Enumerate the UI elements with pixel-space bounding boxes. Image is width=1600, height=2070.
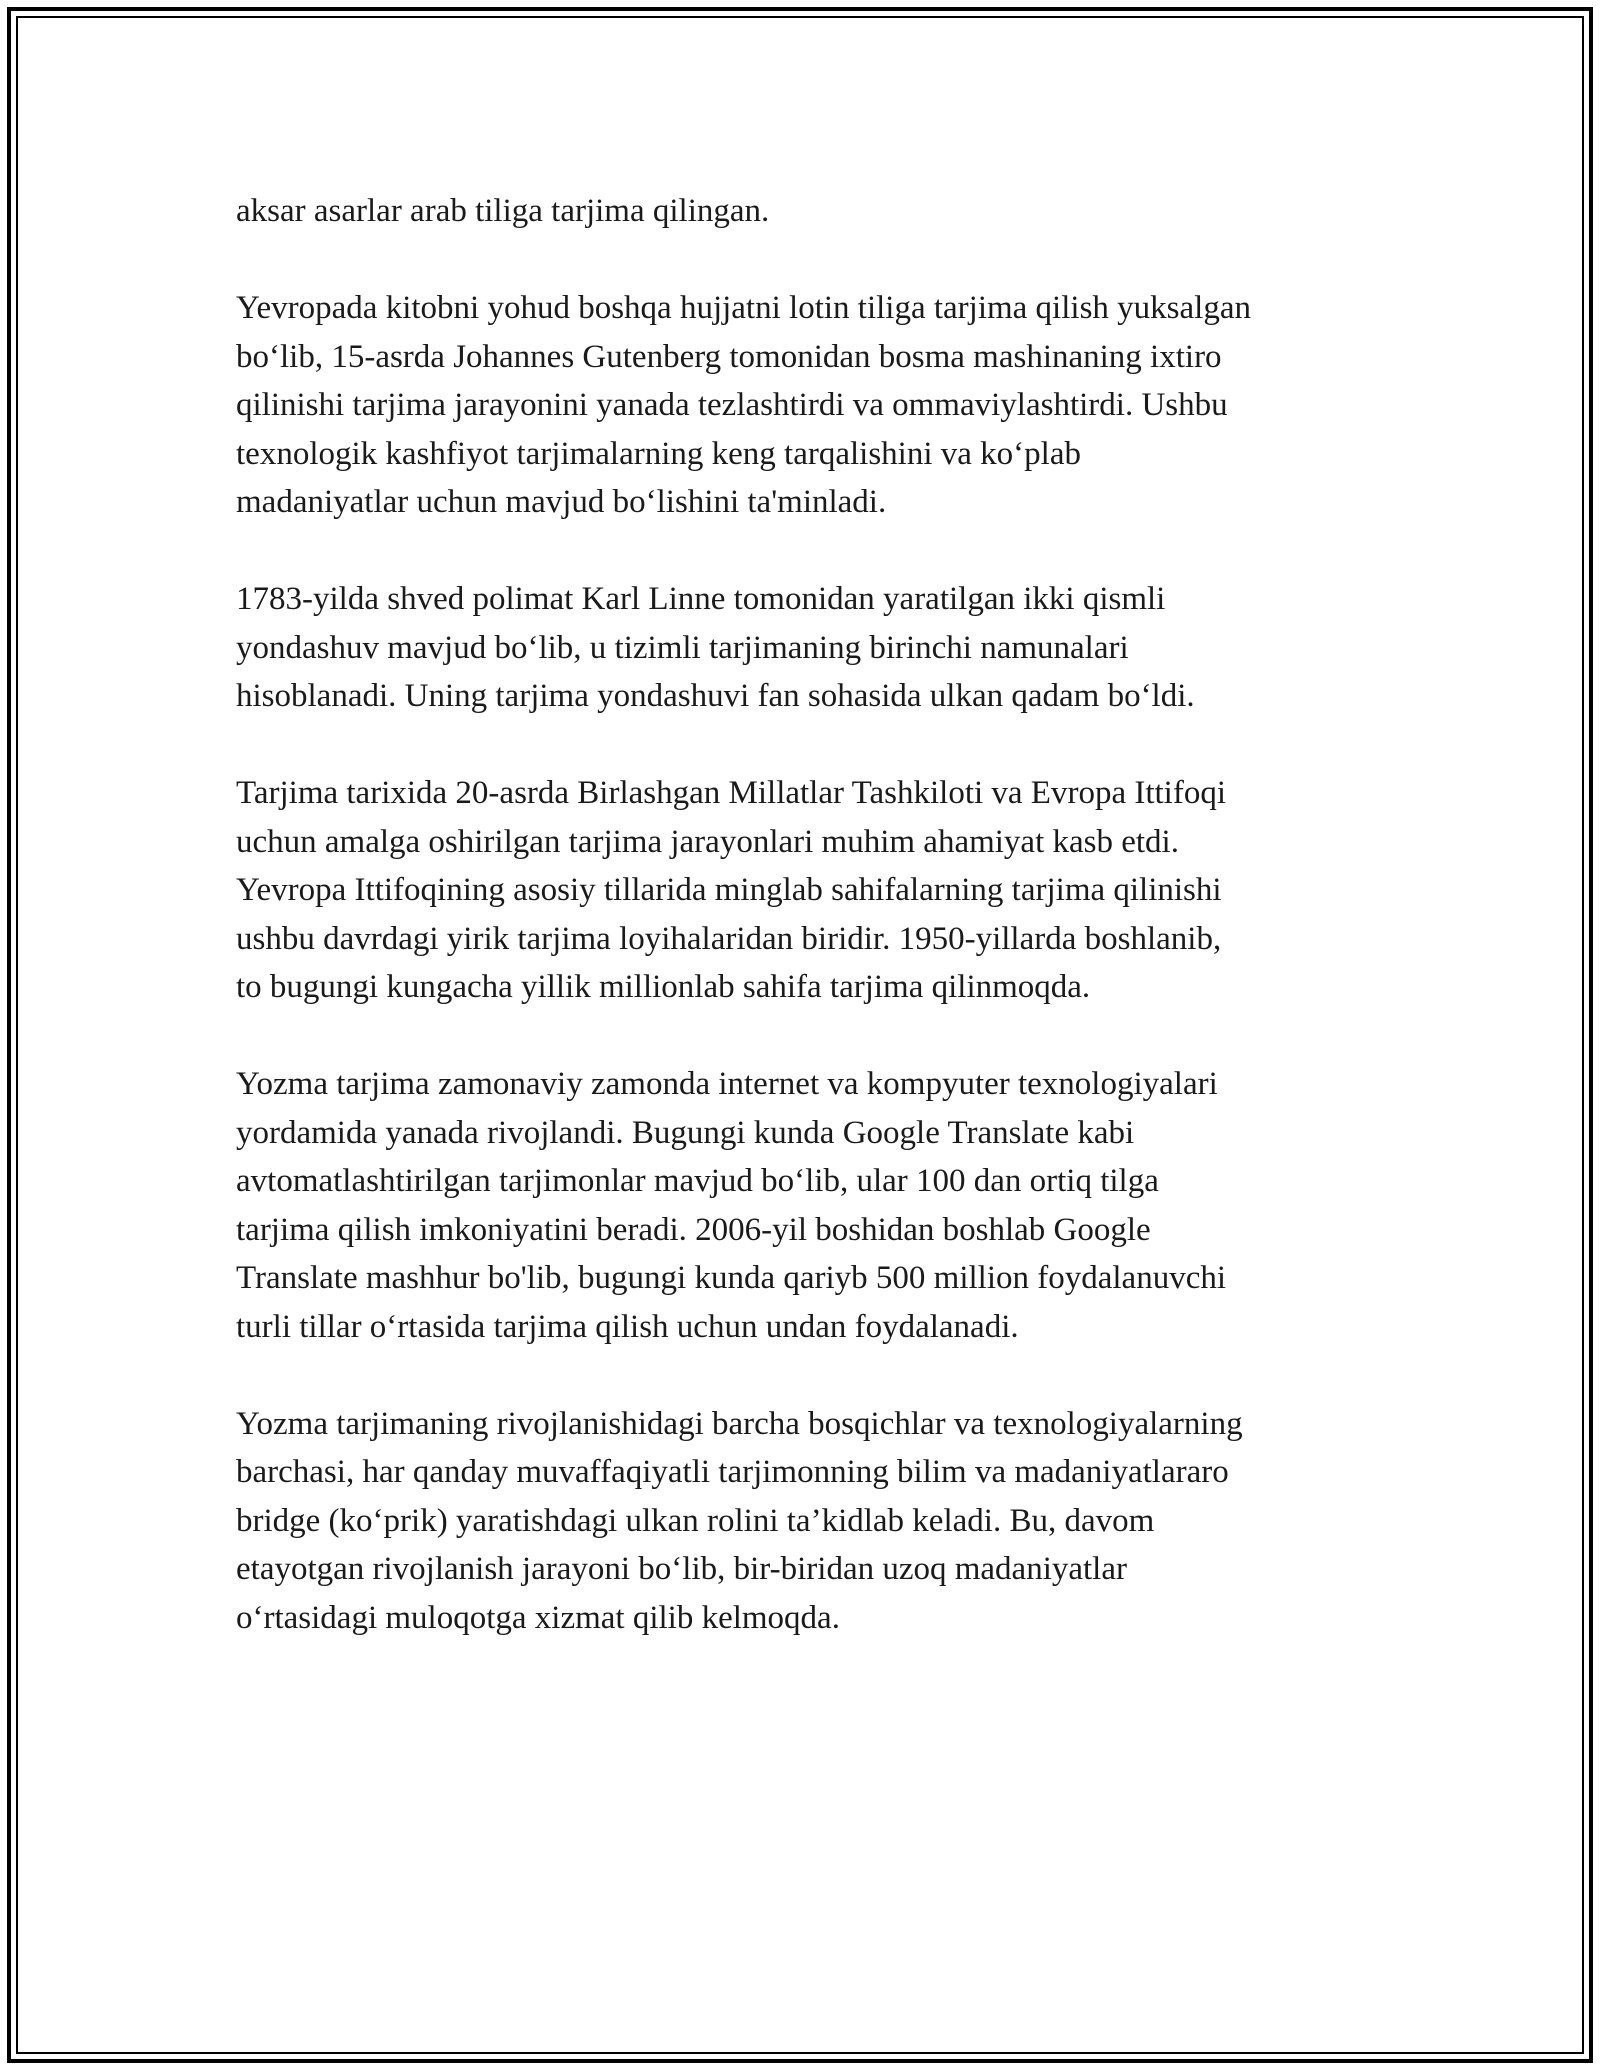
text-line: yordamida yanada rivojlandi. Bugungi kunda Google Translate kabi: [236, 1114, 1135, 1151]
text-line: ushbu davrdagi yirik tarjima loyihalaridan biridir. 1950-yillarda boshlanib,: [236, 920, 1222, 957]
paragraph-3: [236, 575, 1396, 721]
text-line: barchasi, har qanday muvaffaqiyatli tarjimonning bilim va madaniyatlararo: [236, 1454, 1229, 1490]
paragraph-1: [236, 187, 1396, 236]
text-line: hisoblanadi. Uning tarjima yondashuvi fan sohasida ulkan qadam bo‘ldi.: [236, 678, 1195, 714]
text-line: Yevropa Ittifoqining asosiy tillarida minglab sahifalarning tarjima qilinishi: [236, 872, 1222, 908]
text-line: Yozma tarjimaning rivojlanishidagi barcha bosqichlar va texnologiyalarning: [236, 1405, 1243, 1442]
paragraph-4: [236, 769, 1396, 1012]
text-line: o‘rtasidagi muloqotga xizmat qilib kelmoqda.: [236, 1599, 840, 1636]
document-body: [236, 187, 1396, 1642]
text-line: avtomatlashtirilgan tarjimonlar mavjud bo‘lib, ular 100 dan ortiq tilga: [236, 1163, 1159, 1199]
paragraph-2: [236, 284, 1396, 527]
text-line: turli tillar o‘rtasida tarjima qilish uchun undan foydalanadi.: [236, 1308, 1019, 1345]
text-line: Yevropada kitobni yohud boshqa hujjatni lotin tiliga tarjima qilish yuksalgan: [236, 290, 1251, 326]
text-line: madaniyatlar uchun mavjud bo‘lishini ta'minladi.: [236, 484, 887, 520]
text-line: uchun amalga oshirilgan tarjima jarayonlari muhim ahamiyat kasb etdi.: [236, 823, 1179, 860]
paragraph-6: [236, 1400, 1396, 1643]
text-line: yondashuv mavjud bo‘lib, u tizimli tarjimaning birinchi namunalari: [236, 629, 1129, 666]
text-line: to bugungi kungacha yillik millionlab sahifa tarjima qilinmoqda.: [236, 969, 1091, 1005]
text-line: texnologik kashfiyot tarjimalarning keng tarqalishini va ko‘plab: [236, 435, 1081, 472]
text-line: Tarjima tarixida 20-asrda Birlashgan Millatlar Tashkiloti va Evropa Ittifoqi: [236, 775, 1226, 811]
text-line: bo‘lib, 15-asrda Johannes Gutenberg tomonidan bosma mashinaning ixtiro: [236, 338, 1222, 375]
text-line: aksar asarlar arab tiliga tarjima qilingan.: [236, 193, 770, 229]
text-line: 1783-yilda shved polimat Karl Linne tomonidan yaratilgan ikki qismli: [236, 581, 1166, 617]
text-line: Yozma tarjima zamonaviy zamonda internet va kompyuter texnologiyalari: [236, 1066, 1218, 1102]
text-line: bridge (ko‘prik) yaratishdagi ulkan rolini ta’kidlab keladi. Bu, davom: [236, 1502, 1155, 1539]
text-line: etayotgan rivojlanish jarayoni bo‘lib, bir-biridan uzoq madaniyatlar: [236, 1551, 1127, 1587]
text-line: qilinishi tarjima jarayonini yanada tezlashtirdi va ommaviylashtirdi. Ushbu: [236, 387, 1228, 423]
text-line: Translate mashhur bo'lib, bugungi kunda qariyb 500 million foydalanuvchi: [236, 1260, 1227, 1296]
paragraph-5: [236, 1060, 1396, 1351]
text-line: tarjima qilish imkoniyatini beradi. 2006-yil boshidan boshlab Google: [236, 1211, 1151, 1248]
